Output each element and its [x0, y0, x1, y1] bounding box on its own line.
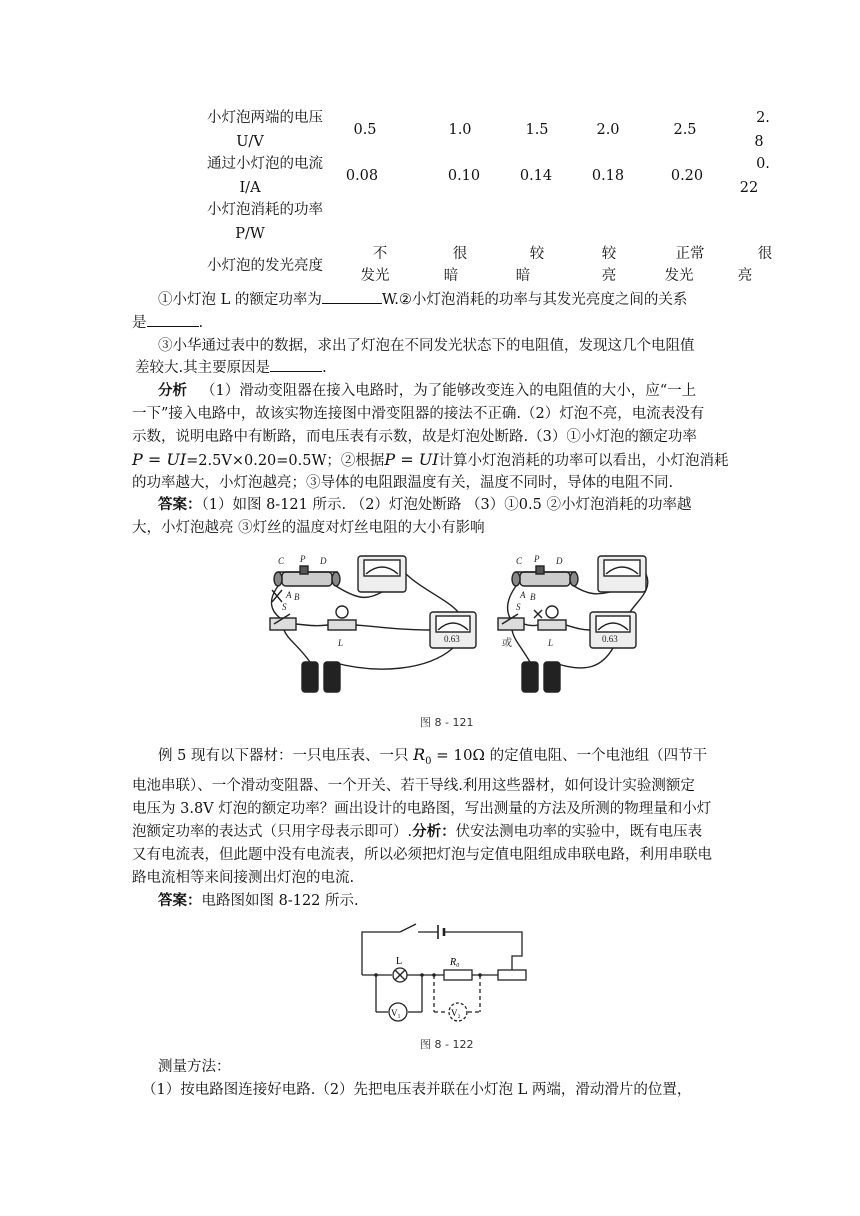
fig-label-p: P	[300, 554, 306, 564]
method-title: 测量方法：	[158, 1059, 231, 1075]
fig-label-b: B	[294, 592, 300, 602]
figure-8-121	[258, 550, 778, 700]
table-cell: 较	[601, 246, 617, 262]
svg-text:D: D	[556, 556, 563, 566]
figure-8-122	[350, 920, 540, 1035]
table-cell: 较	[529, 246, 545, 262]
analysis-line-2: 一下”接入电路中，故该实物连接图中滑变阻器的接法不正确.（2）灯泡不亮，电流表没有	[132, 406, 705, 422]
svg-text:L: L	[548, 638, 554, 648]
row-voltage-unit: U/V	[236, 134, 264, 150]
row-power-label: 小灯泡消耗的功率	[207, 202, 323, 218]
svg-text:B: B	[530, 592, 536, 602]
voltmeter-v2-label: V₂	[451, 1008, 461, 1018]
rheostat-symbol	[498, 970, 526, 980]
table-cell: 0.5	[353, 122, 377, 138]
example-5-line-5: 又有电流表，但此题中没有电流表，所以必须把灯泡与定值电阻组成串联电路，利用串联电	[132, 847, 712, 863]
resistor-label: R₀	[450, 957, 460, 968]
table-cell: 暗	[515, 268, 531, 284]
lamp-label: L	[396, 956, 403, 967]
answer-blank	[147, 312, 199, 327]
table-cell: 0.08	[345, 168, 379, 184]
table-cell: 亮	[601, 268, 617, 284]
table-cell: 2.5	[673, 122, 697, 138]
table-cell: 很	[757, 246, 773, 262]
svg-text:S: S	[516, 602, 521, 612]
fig-label-c: C	[278, 556, 285, 566]
answer-1-line-1: 答案：（1）如图 8-121 所示. （2）灯泡处断路 （3）①0.5 ②小灯泡消耗的功率越	[158, 496, 692, 513]
circuit-right	[498, 556, 648, 692]
analysis-label: 分析	[158, 382, 187, 399]
table-cell: 暗	[443, 268, 459, 284]
answer-1-line-2: 大，小灯泡越亮 ③灯丝的温度对灯丝电阻的大小有影响	[132, 520, 485, 536]
table-cell: 亮	[737, 268, 753, 284]
circuit-left	[270, 556, 476, 692]
table-cell: 0.20	[670, 168, 704, 184]
table-cell: 发光	[360, 268, 390, 284]
example-5-line-3: 电压为 3.8V 灯泡的额定功率？画出设计的电路图，写出测量的方法及所测的物理量和小灯	[132, 801, 712, 817]
row-power-unit: P/W	[235, 226, 265, 242]
answer-blank	[322, 289, 382, 304]
figure-8-122-caption: 图 8 - 122	[420, 1038, 474, 1051]
analysis-line-3: 示数，说明电路中有断路，而电压表有示数，故是灯泡处断路.（3）①小灯泡的额定功率	[132, 429, 697, 445]
table-cell: 正常	[675, 246, 705, 262]
question-1-cont: 是 .	[132, 312, 732, 334]
example-5-line-4: 泡额定功率的表达式（只用字母表示即可）.分析：伏安法测电功率的实验中，既有电压表	[132, 823, 703, 840]
table-cell: 2.	[756, 110, 770, 126]
table-cell: 0.10	[447, 168, 481, 184]
fig-label-l: L	[338, 638, 344, 648]
table-cell: 22	[739, 180, 759, 196]
svg-text:C: C	[516, 556, 523, 566]
table-cell: 0.18	[591, 168, 625, 184]
example-5-line-6: 路电流相等来间接测出灯泡的电流.	[132, 870, 355, 886]
fig-or: 或	[502, 638, 512, 649]
row-voltage-label: 小灯泡两端的电压	[207, 110, 323, 126]
table-cell: 很	[452, 246, 468, 262]
table-cell: 1.5	[525, 122, 549, 138]
table-cell: 0.	[756, 156, 770, 172]
svg-text:A: A	[520, 590, 526, 600]
fig-label-scale: 0.63	[444, 634, 460, 644]
table-cell: 1.0	[448, 122, 472, 138]
answer-blank	[270, 357, 322, 372]
question-3: ③小华通过表中的数据，求出了灯泡在不同发光状态下的电阻值，发现这几个电阻值	[158, 338, 695, 354]
figure-8-121-caption: 图 8 - 121	[420, 716, 474, 729]
analysis-line-1: 分析 （1）滑动变阻器在接入电路时，为了能够改变连入的电阻值的大小，应“一上	[158, 382, 697, 399]
row-current-label: 通过小灯泡的电流	[207, 156, 323, 172]
table-cell: 0.14	[519, 168, 553, 184]
fig-label-a: A	[286, 590, 292, 600]
question-1: ①小灯泡 L 的额定功率为 W.②小灯泡消耗的功率与其发光亮度之间的关系	[158, 289, 758, 311]
table-cell: 8	[754, 134, 764, 150]
analysis-line-5: 的功率越大，小灯泡越亮；③导体的电阻跟温度有关，温度不同时，导体的电阻不同.	[132, 475, 674, 491]
table-cell: 发光	[664, 268, 694, 284]
table-cell: 2.0	[596, 122, 620, 138]
example-5-line-1: 例 5 现有以下器材：一只电压表、一只 $R_0 = 10\Omega$ 的定值电阻、一个电池组（四节干	[158, 745, 708, 767]
question-3-cont: 差较大.其主要原因是 .	[135, 357, 735, 379]
table-cell: 不	[372, 246, 388, 262]
answer-2: 答案：电路图如图 8-122 所示.	[158, 892, 359, 909]
svg-text:0.63: 0.63	[602, 634, 618, 644]
method-line-1: （1）按电路图连接好电路.（2）先把电压表并联在小灯泡 L 两端，滑动滑片的位置，	[142, 1082, 692, 1098]
row-brightness-label: 小灯泡的发光亮度	[207, 258, 323, 274]
analysis-line-4: P = UI=2.5V×0.20=0.5W；②根据P = UI计算小灯泡消耗的功率可以看出，小灯泡消耗	[132, 450, 729, 469]
row-current-unit: I/A	[239, 180, 261, 196]
svg-text:P: P	[534, 554, 540, 564]
resistor-symbol	[444, 970, 472, 980]
example-5-line-2: 电池串联）、一个滑动变阻器、一个开关、若干导线.利用这些器材，如何设计实验测额定	[132, 778, 695, 794]
voltmeter-v1-label: V₁	[391, 1008, 401, 1018]
fig-label-s: S	[282, 602, 287, 612]
fig-label-d: D	[320, 556, 327, 566]
